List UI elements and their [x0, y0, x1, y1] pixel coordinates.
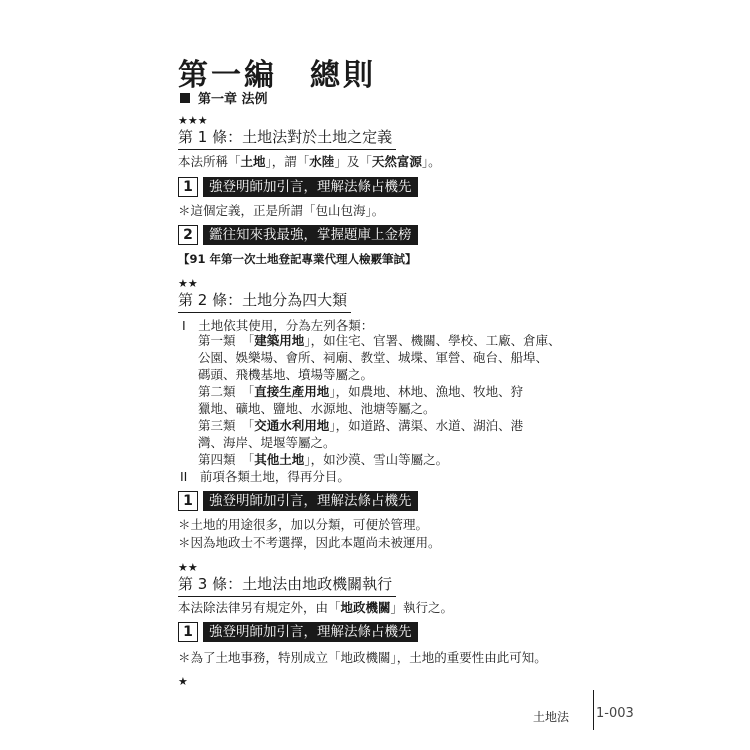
category-3: 第三類 「交通水利用地」，如道路、溝渠、水道、湖泊、港: [198, 418, 524, 433]
tip-banner: [178, 622, 418, 642]
clause-marker: I: [182, 318, 186, 333]
tip-number: 1: [178, 622, 198, 642]
tip-note: ＊這個定義，正是所謂「包山包海」。: [178, 203, 385, 218]
tip-number: 2: [178, 225, 198, 245]
category-1: 第一類 「建築用地」，如住宅、官署、機關、學校、工廠、倉庫、: [198, 333, 561, 348]
tip-banner: [178, 491, 418, 511]
tip-label: 強登明師加引言，理解法條占機先: [203, 177, 418, 197]
clause-marker: II: [180, 469, 188, 484]
category-4: 第四類 「其他土地」，如沙漠、雪山等屬之。: [198, 452, 449, 467]
part-title: 第一編 總則: [178, 58, 376, 93]
square-bullet-icon: [180, 93, 190, 103]
tip-number: 1: [178, 177, 198, 197]
category-1-cont: 公園、娛樂場、會所、祠廟、教堂、城堞、軍營、砲台、船埠、: [198, 350, 549, 365]
footer-book-title: 土地法: [533, 710, 570, 724]
tip-note: ＊土地的用途很多，加以分類，可便於管理。: [178, 517, 429, 532]
category-2-cont: 獵地、礦地、鹽地、水源地、池塘等屬之。: [198, 401, 436, 416]
category-3-cont: 灣、海岸、堤堰等屬之。: [198, 435, 336, 450]
article-1-body: 本法所稱「土地」，謂「水陸」及「天然富源」。: [178, 154, 441, 169]
tip-banner: [178, 177, 418, 197]
chapter-heading: [180, 88, 268, 107]
tip-number: 1: [178, 491, 198, 511]
category-2: 第二類 「直接生產用地」，如農地、林地、漁地、牧地、狩: [198, 384, 524, 399]
tip-label: 鑑往知來我最強，掌握題庫上金榜: [203, 225, 418, 245]
importance-stars: ★★: [178, 277, 198, 290]
exam-reference: 【91 年第一次土地登記專業代理人檢覈筆試】: [178, 252, 417, 266]
tip-note: ＊因為地政士不考選擇，因此本題尚未被運用。: [178, 535, 441, 550]
importance-stars: ★★: [178, 561, 198, 574]
article-3-heading: 第 3 條：土地法由地政機關執行: [178, 573, 396, 597]
clause-2: II 前項各類土地，得再分目。: [180, 469, 350, 484]
footer-divider: [593, 690, 594, 730]
article-3-body: 本法除法律另有規定外，由「地政機關」執行之。: [178, 600, 454, 615]
tip-note: ＊為了土地事務，特別成立「地政機關」，土地的重要性由此可知。: [178, 650, 547, 665]
chapter-label: 第一章 法例: [198, 92, 268, 107]
tip-banner: [178, 225, 418, 245]
clause-1: I 土地依其使用，分為左列各類：: [182, 318, 374, 333]
article-1-heading: 第 1 條：土地法對於土地之定義: [178, 126, 396, 150]
page-number: 1-003: [596, 706, 634, 721]
importance-stars: ★★★: [178, 114, 208, 127]
importance-stars: ★: [178, 675, 188, 688]
article-2-heading: 第 2 條：土地分為四大類: [178, 289, 351, 313]
category-1-cont: 碼頭、飛機基地、墳場等屬之。: [198, 367, 374, 382]
tip-label: 強登明師加引言，理解法條占機先: [203, 622, 418, 642]
tip-label: 強登明師加引言，理解法條占機先: [203, 491, 418, 511]
